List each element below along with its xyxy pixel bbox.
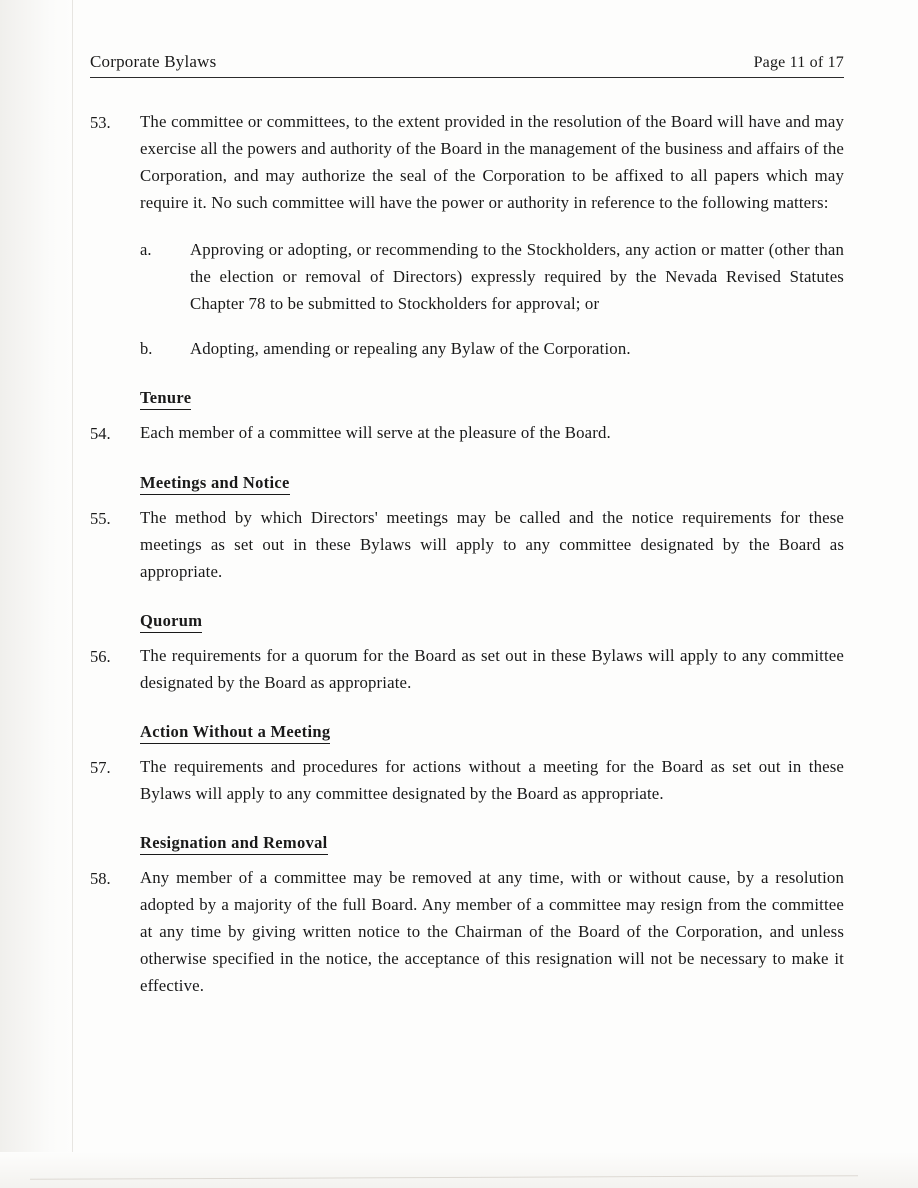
clause-53 — [90, 108, 844, 216]
section-heading: Resignation and Removal — [140, 833, 328, 855]
clause-number: 55. — [90, 509, 111, 528]
section-heading: Tenure — [140, 388, 191, 410]
clause-58 — [90, 864, 844, 999]
clause-text: The requirements and procedures for actions without a meeting for the Board as set out in these Bylaws will apply to any committee designated by the Board as appropriate. — [140, 757, 844, 803]
section-meetings-and-notice — [90, 473, 844, 585]
clause-text: The requirements for a quorum for the Board as set out in these Bylaws will apply to any committee designated by the Board as appropriate. — [140, 646, 844, 692]
section-heading-row — [90, 388, 844, 417]
clause-number: 53. — [90, 113, 111, 132]
sub-item-text: Adopting, amending or repealing any Bylaw of the Corporation. — [190, 339, 631, 358]
clause-number: 54. — [90, 424, 111, 443]
clause-53-sublist — [140, 236, 844, 362]
section-resignation-and-removal — [90, 833, 844, 999]
section-heading-row — [90, 611, 844, 640]
section-heading: Meetings and Notice — [140, 473, 290, 495]
section-quorum — [90, 611, 844, 696]
clause-number: 58. — [90, 869, 111, 888]
clause-number: 56. — [90, 647, 111, 666]
section-heading-row — [90, 473, 844, 502]
sub-item-marker: a. — [140, 240, 152, 259]
clause-56 — [90, 642, 844, 696]
document-body — [90, 108, 844, 999]
sub-item-a — [140, 236, 844, 317]
section-tenure — [90, 388, 844, 447]
section-action-without-a-meeting — [90, 722, 844, 807]
page-header — [90, 52, 844, 72]
clause-54 — [90, 419, 844, 447]
clause-text: The committee or committees, to the extent provided in the resolution of the Board will have and may exercise all the powers and authority of the Board in the management of the business and affairs of the Corporation, and may authorize the seal of the Corporation to be affixed to all papers which may require it. No such committee will have the power or authority in reference to the following matters: — [140, 112, 844, 212]
section-heading: Quorum — [140, 611, 202, 633]
clause-text: Each member of a committee will serve at the pleasure of the Board. — [140, 423, 611, 442]
scan-bottom-edge — [0, 1152, 918, 1188]
clause-text: Any member of a committee may be removed at any time, with or without cause, by a resolution adopted by a majority of the full Board. Any member of a committee may resign from the committee at any time by giving written notice to the Chairman of the Board of the Corporation, and unless otherwise specified in the notice, the acceptance of this resignation will not be necessary to make it effective. — [140, 868, 844, 995]
section-heading: Action Without a Meeting — [140, 722, 330, 744]
header-rule — [90, 77, 844, 78]
document-title: Corporate Bylaws — [90, 52, 217, 71]
section-heading-row — [90, 722, 844, 751]
sub-item-b — [140, 335, 844, 362]
sub-item-marker: b. — [140, 339, 153, 358]
clause-text: The method by which Directors' meetings may be called and the notice requirements for these meetings as set out in these Bylaws will apply to any committee designated by the Board as appropriate. — [140, 508, 844, 581]
scan-left-edge — [0, 0, 73, 1188]
clause-number: 57. — [90, 758, 111, 777]
clause-57 — [90, 753, 844, 807]
clause-55 — [90, 504, 844, 585]
sub-item-text: Approving or adopting, or recommending to the Stockholders, any action or matter (other than the election or removal of Directors) expressly required by the Nevada Revised Statutes Chapter 78 to be submitted to Stockholders for approval; or — [190, 240, 844, 313]
section-heading-row — [90, 833, 844, 862]
page-number: Page 11 of 17 — [753, 54, 844, 71]
